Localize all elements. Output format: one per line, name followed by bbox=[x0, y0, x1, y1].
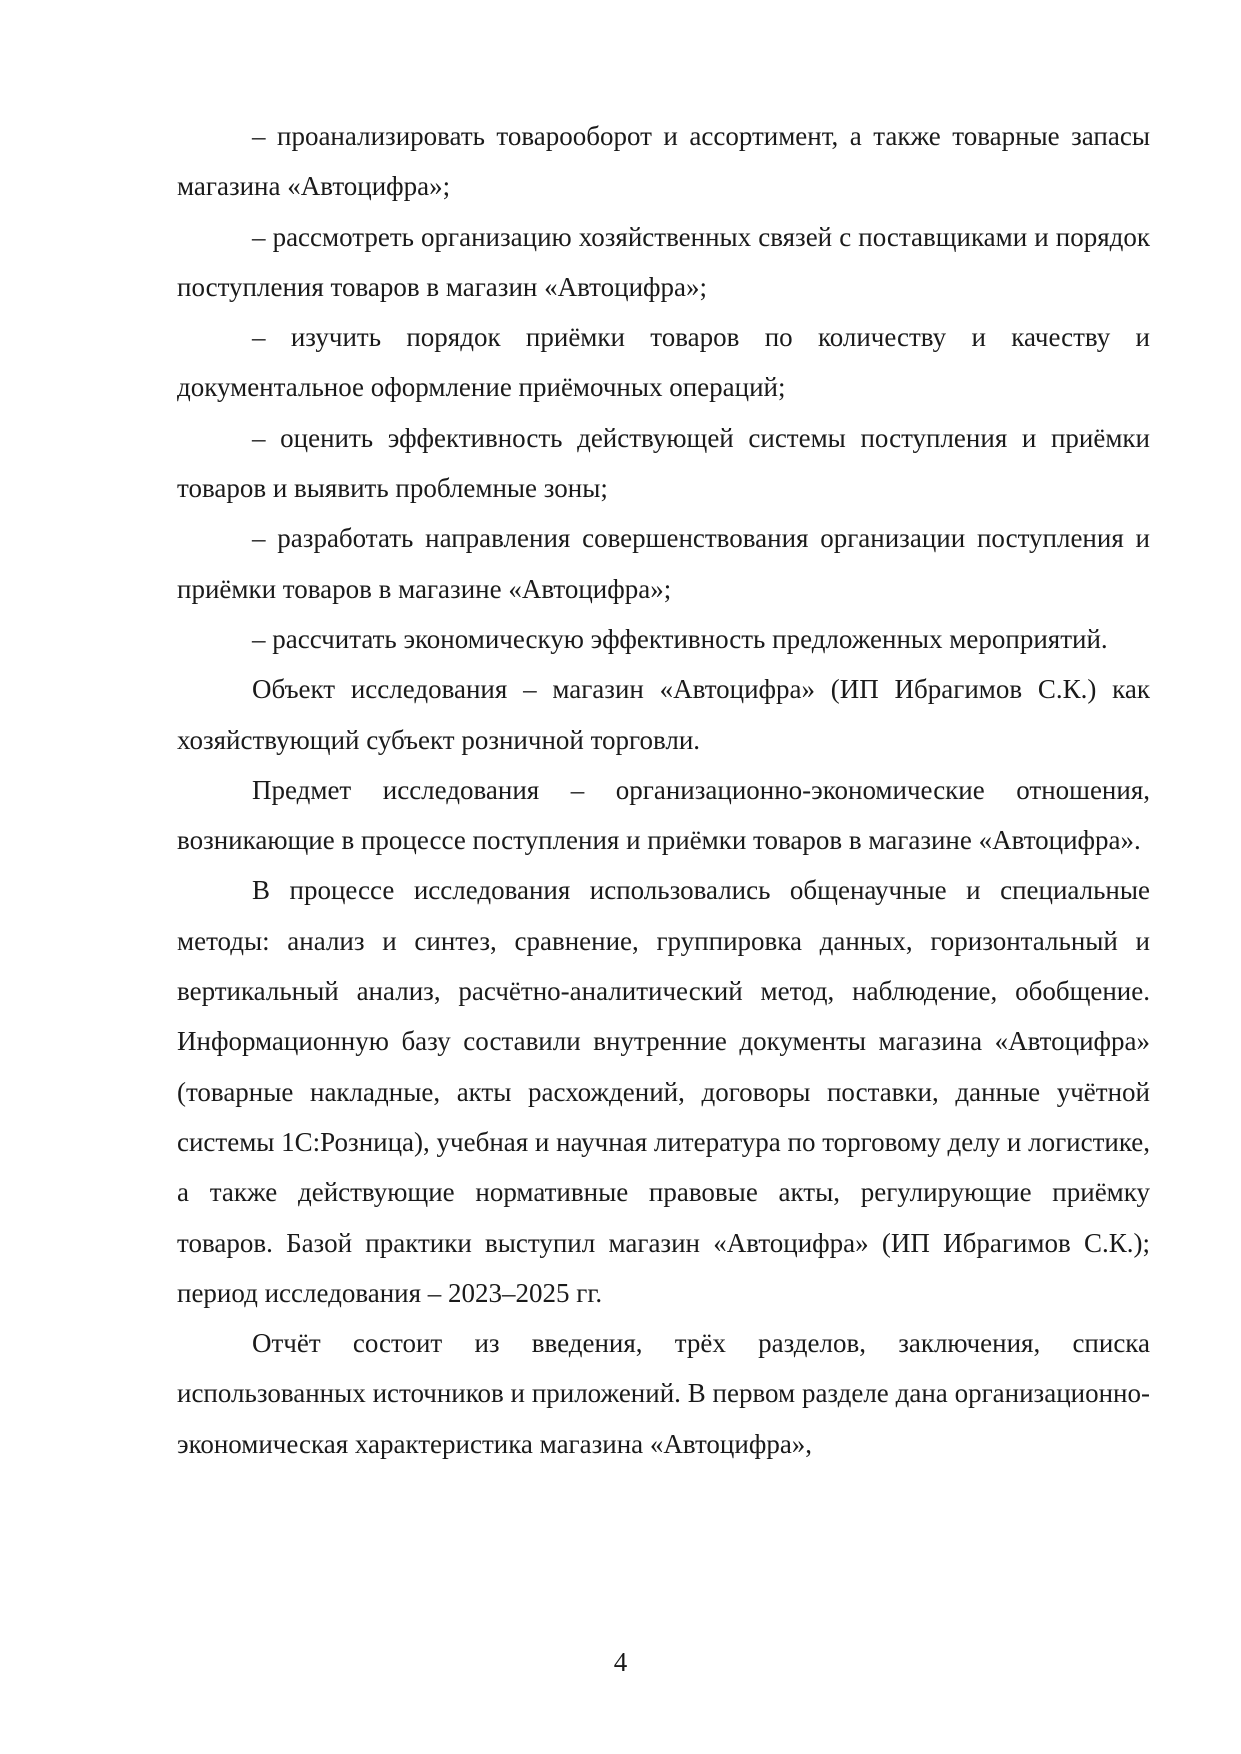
paragraph-task-efficiency-evaluation: – оценить эффективность действующей системы поступления и приёмки товаров и выявить проблемные зоны; bbox=[177, 422, 1150, 504]
paragraph-task-supplier-relations: – рассмотреть организацию хозяйственных связей с поставщиками и порядок поступления товаров в магазин «Автоцифра»; bbox=[177, 221, 1150, 302]
paragraph-task-turnover-analysis: – проанализировать товарооборот и ассортимент, а также товарные запасы магазина «Автоцифра»; bbox=[177, 121, 1150, 202]
paragraph-research-methods: В процессе исследования использовались общенаучные и специальные методы: анализ и синтез, сравнение, группировка данных, горизонтальный и вертикальный анализ, расчётно-аналитический метод, наблюдение, обобщение. Информационную базу составили внутренние документы магазина «Автоцифра» (товарные накладные, акты расхождений, договоры поставки, данные учётной системы 1С:Розница), учебная и научная литература по торговому делу и логистике, а также действующие нормативные правовые акты, регулирующие приёмку товаров. Базой практики выступил магазин «Автоцифра» (ИП Ибрагимов С.К.); период исследования – 2023–2025 гг. bbox=[177, 875, 1151, 1308]
paragraph-research-object: Объект исследования – магазин «Автоцифра» (ИП Ибрагимов С.К.) как хозяйствующий субъект розничной торговли. bbox=[177, 674, 1150, 755]
paragraph-report-structure: Отчёт состоит из введения, трёх разделов, заключения, списка использованных источников и приложений. В первом разделе дана организационно-экономическая характеристика магазина «Автоцифра», bbox=[177, 1328, 1150, 1459]
paragraph-research-subject: Предмет исследования – организационно-экономические отношения, возникающие в процессе поступления и приёмки товаров в магазине «Автоцифра». bbox=[177, 774, 1150, 856]
page-number: 4 bbox=[613, 1647, 628, 1677]
paragraph-task-acceptance-procedure: – изучить порядок приёмки товаров по количеству и качеству и документальное оформление приёмочных операций; bbox=[177, 322, 1150, 403]
paragraph-task-economic-effect: – рассчитать экономическую эффективность предложенных мероприятий. bbox=[252, 623, 1108, 654]
page-body-text bbox=[177, 111, 1150, 1469]
paragraph-task-improvement-directions: – разработать направления совершенствования организации поступления и приёмки товаров в магазине «Автоцифра»; bbox=[177, 523, 1150, 604]
